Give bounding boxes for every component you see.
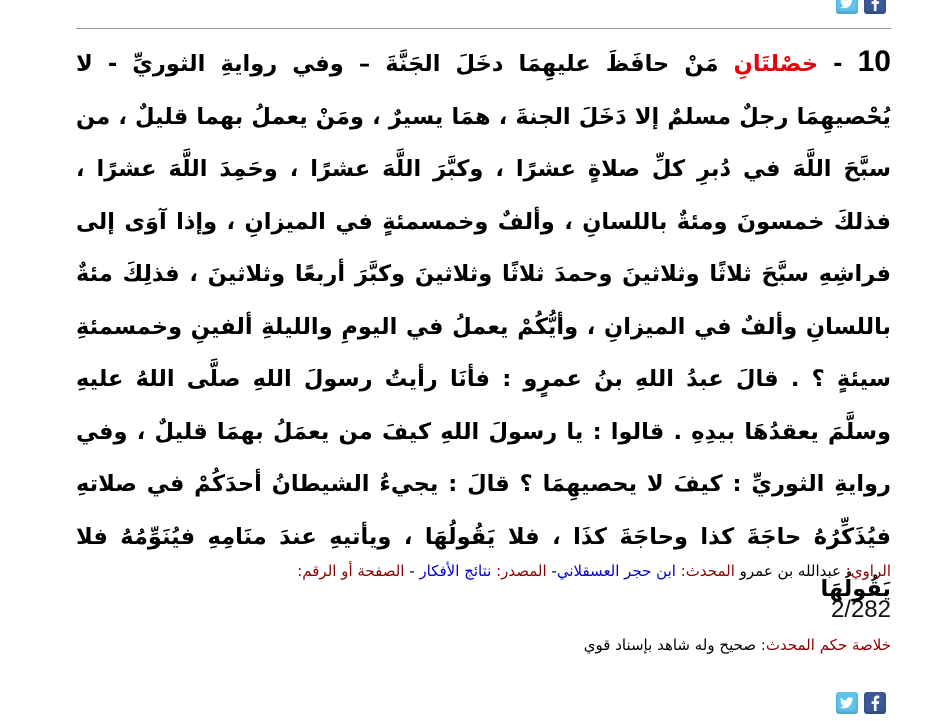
hadith-text [76,36,891,616]
hadith-highlight-word: خصْلتَانِ [733,51,819,77]
ruling-label: خلاصة حكم المحدث: [760,636,891,654]
muhaddith-label: المحدث: [680,562,735,580]
page-label: الصفحة أو الرقم: [297,562,405,580]
divider [76,28,891,29]
facebook-icon[interactable] [864,0,886,14]
muhaddith-link[interactable]: ابن حجر العسقلاني [556,562,681,580]
source-link[interactable]: نتائج الأفكار [419,562,497,580]
hadith-number: 10 [857,45,891,78]
source-label: المصدر: [496,562,547,580]
narrator-value: عبدالله بن عمرو [734,562,846,580]
facebook-icon[interactable] [864,692,886,714]
separator: - [404,562,420,580]
hadith-dash: - [818,51,858,77]
hadith-source-line [76,562,891,580]
hadith-body: مَنْ حافَظَ عليهِمَا دخَلَ الجَنَّةَ – وفي روايةِ الثوريِّ - لا يُحْصيهِمَا رجلٌ مسلمٌ إلا دَخَلَ الجنةَ ، همَا يسيرٌ ، ومَنْ يعملُ بهما قليلٌ ، من سبَّحَ اللَّهَ في دُبرِ كلِّ صلاةٍ عشرًا ، وكبَّرَ اللَّهَ عشرًا ، وحَمِدَ اللَّهَ عشرًا ، فذلكَ خمسونَ ومئةٌ باللسانِ ، وألفٌ وخمسمئةٍ في الميزانِ ، وإذا آوَى إلى فراشِهِ سبَّحَ ثلاثًا وثلاثينَ وحمدَ ثلاثًا وثلاثينَ وكبَّرَ أربعًا وثلاثينَ ، فذلِكَ مئةٌ باللسانِ وألفٌ في الميزانِ ، وأيُّكُمْ يعملُ في اليومِ والليلةِ ألفينِ وخمسمئةِ سيئةٍ ؟ . قالَ عبدُ اللهِ بنُ عمرٍو : فأنَا رأيتُ رسولَ اللهِ صلَّى اللهُ عليهِ وسلَّمَ يعقدُهَا بيدِهِ . قالوا : يا رسولَ اللهِ كيفَ من يعمَلُ بهمَا قليلٌ ، وفي روايةِ الثوريِّ : كيفَ لا يحصيهِمَا ؟ قالَ : يجيءُ الشيطانُ أحدَكُمْ في صلاتهِ فيُذَكِّرُهُ حاجَةَ كذا وحاجَةَ كذَا ، فلا يَقُولُهَا ، ويأتيهِ عندَ منَامِهِ فيُنَوِّمُهُ فلا يَقُولُهَا [76,51,891,602]
separator: - [546,562,557,580]
twitter-icon[interactable] [836,692,858,714]
ruling-line [76,636,891,654]
share-buttons-top [836,0,886,14]
page-number: 2/282 [830,596,891,623]
narrator-label: الراوي: [845,562,891,580]
twitter-icon[interactable] [836,0,858,14]
ruling-value: صحيح وله شاهد بإسناد قوي [583,636,761,654]
share-buttons-bottom [836,692,886,714]
